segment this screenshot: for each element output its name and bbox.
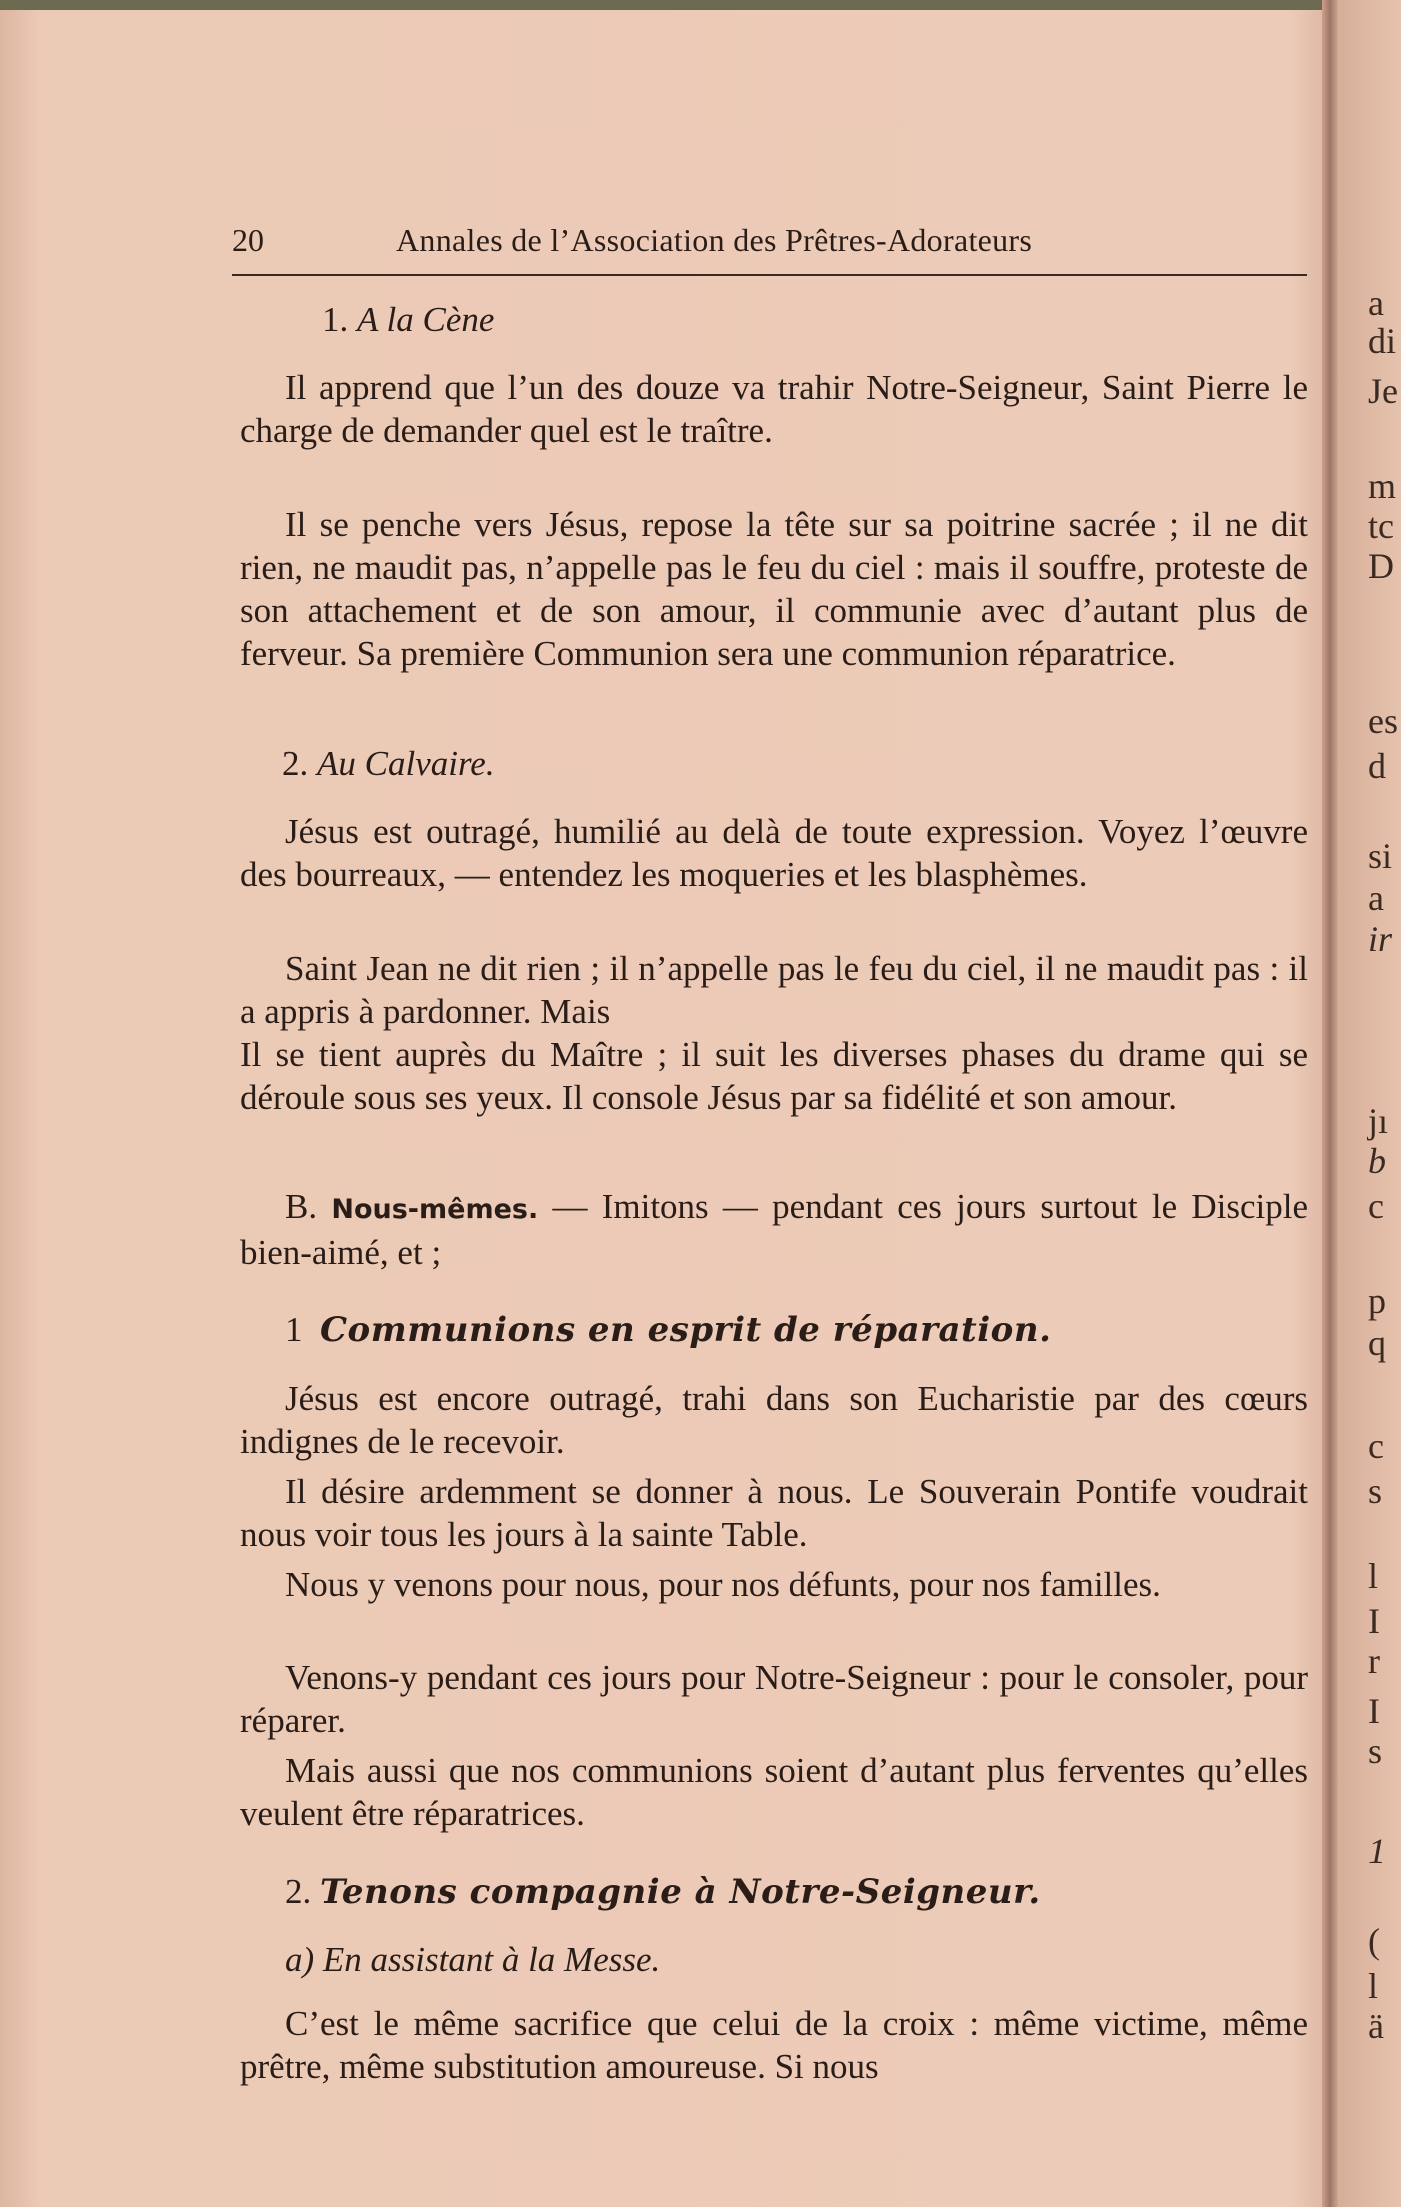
adjacent-fragment: D (1368, 546, 1394, 586)
adjacent-fragment: a (1368, 283, 1384, 323)
adjacent-fragment: b (1368, 1141, 1386, 1181)
section-title: Communions en esprit de réparation. (320, 1310, 1052, 1350)
adjacent-fragment: s (1368, 1471, 1383, 1511)
adjacent-fragment: l (1368, 1966, 1379, 2006)
section-number: 2. (282, 744, 309, 783)
adjacent-fragment: a (1368, 878, 1384, 918)
paragraph: Saint Jean ne dit rien ; il n’appelle pas le feu du ciel, il ne maudit pas : il a appris à pardonner. Mais (240, 949, 1308, 1031)
adjacent-fragment: di (1368, 321, 1397, 361)
subheading-messe: a) En assistant à la Messe. (285, 1940, 661, 1979)
running-title: Annales de l’Association des Prêtres-Adorateurs (396, 222, 1033, 258)
paragraph: Jésus est encore outragé, trahi dans son Eucharistie par des cœurs indignes de le recevoir. (240, 1379, 1308, 1461)
adjacent-fragment: I (1368, 1601, 1380, 1641)
section-heading-tenons (285, 1870, 1353, 1914)
adjacent-fragment: m (1368, 466, 1397, 506)
paragraph: Mais aussi que nos communions soient d’autant plus ferventes qu’elles veulent être réparatrices. (240, 1751, 1308, 1833)
adjacent-fragment: p (1368, 1281, 1386, 1321)
adjacent-fragment: ir (1368, 919, 1393, 959)
adjacent-fragment: jı (1368, 1101, 1389, 1141)
section-label: B. (285, 1187, 318, 1226)
adjacent-fragment: Je (1368, 371, 1398, 411)
adjacent-fragment: es (1368, 701, 1398, 741)
adjacent-fragment: c (1368, 1426, 1384, 1466)
adjacent-fragment: ä (1368, 2006, 1384, 2046)
adjacent-fragment: ( (1368, 1921, 1380, 1961)
paragraph: Il apprend que l’un des douze va trahir Notre-Seigneur, Saint Pierre le charge de demander quel est le traître. (240, 368, 1308, 450)
page-number: 20 (232, 222, 264, 258)
paragraph: Il se penche vers Jésus, repose la tête sur sa poitrine sacrée ; il ne dit rien, ne maudit pas, n’appelle pas le feu du ciel : mais il souffre, proteste de son attachement et de son amour, il communie avec d’autant plus de ferveur. Sa première Communion sera une communion réparatrice. (240, 505, 1308, 673)
adjacent-fragment: l (1368, 1556, 1379, 1596)
adjacent-fragment: c (1368, 1186, 1384, 1226)
paragraph: Jésus est outragé, humilié au delà de toute expression. Voyez l’œuvre des bourreaux, — entendez les moqueries et les blasphèmes. (240, 812, 1308, 894)
section-title: Au Calvaire. (317, 744, 495, 783)
paragraph: Il désire ardemment se donner à nous. Le Souverain Pontife voudrait nous voir tous les jours à la sainte Table. (240, 1472, 1308, 1554)
section-heading-cene (322, 298, 1390, 341)
adjacent-fragment: r (1368, 1641, 1380, 1681)
adjacent-fragment: s (1368, 1731, 1383, 1771)
section-lead: Nous-mêmes. (331, 1194, 539, 1225)
section-text: — Imitons — pendant ces jours surtout le Disciple bien-aimé, et ; (240, 1187, 1308, 1272)
section-heading-calvaire (282, 742, 1350, 785)
adjacent-fragment: q (1368, 1323, 1386, 1363)
paragraph: C’est le même sacrifice que celui de la croix : même victime, même prêtre, même substitution amoureuse. Si nous (240, 2004, 1308, 2086)
adjacent-fragment: d (1368, 746, 1386, 786)
section-number: 1. (322, 300, 349, 339)
paragraph: Il se tient auprès du Maître ; il suit les diverses phases du drame qui se déroule sous ses yeux. Il console Jésus par sa fidélité et son amour. (240, 1035, 1308, 1117)
page-top-edge (0, 0, 1335, 10)
adjacent-fragment: I (1368, 1691, 1380, 1731)
adjacent-fragment: 1 (1368, 1831, 1386, 1871)
section-title: Tenons compagnie à Notre-Seigneur. (320, 1872, 1041, 1912)
section-title: A la Cène (357, 300, 495, 339)
paragraph-nous-memes (240, 1185, 1308, 1274)
adjacent-fragment: si (1368, 836, 1393, 876)
running-header (232, 218, 1307, 276)
adjacent-fragment: tc (1368, 506, 1394, 546)
section-heading-communions (285, 1308, 1353, 1352)
paragraph: Nous y venons pour nous, pour nos défunts, pour nos familles. (285, 1565, 1161, 1604)
paragraph: Venons-y pendant ces jours pour Notre-Seigneur : pour le consoler, pour réparer. (240, 1658, 1308, 1740)
section-number: 2. (285, 1872, 312, 1911)
section-number: 1 (285, 1310, 303, 1349)
